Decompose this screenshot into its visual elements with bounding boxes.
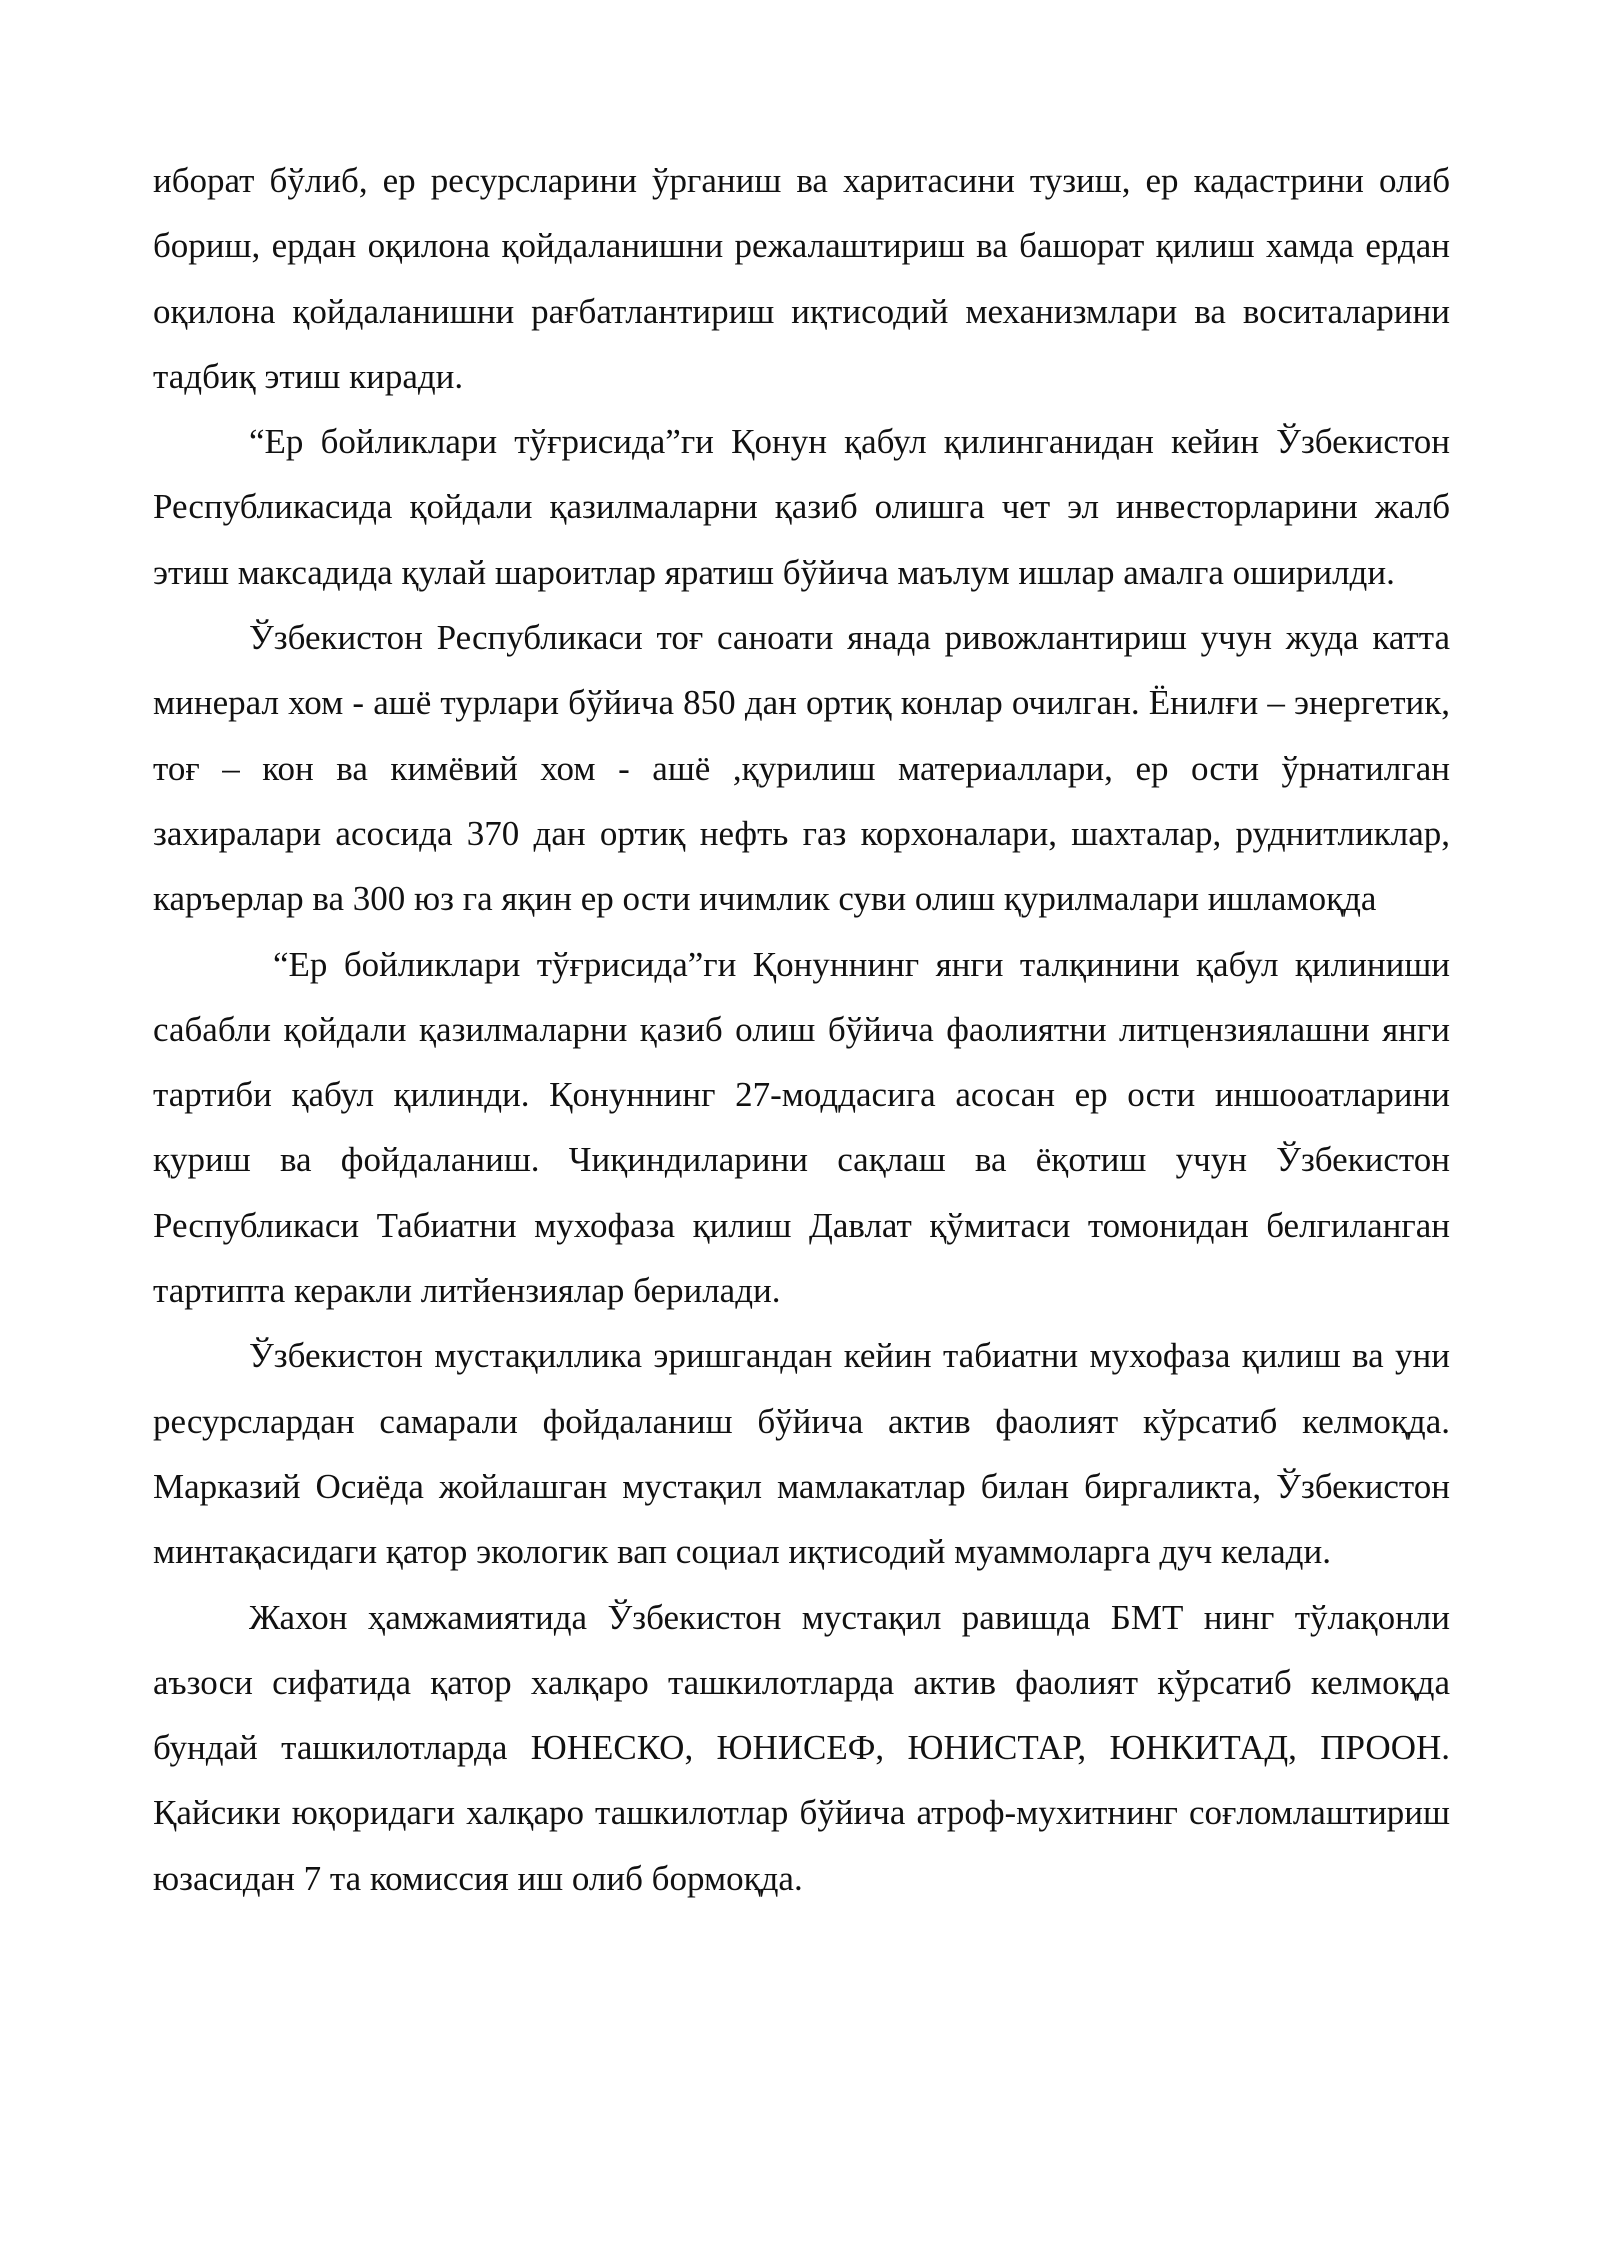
paragraph-2: “Ер бойликлари тўғрисида”ги Қонун қабул қилинганидан кейин Ўзбекистон Республикасида қойдали қазилмаларни қазиб олишга чет эл инвесторларини жалб этиш максадида қулай шароитлар яратиш бўйича маълум ишлар амалга оширилди. <box>153 422 1450 592</box>
document-body <box>153 148 1450 1911</box>
paragraph-6: Жахон ҳамжамиятида Ўзбекистон мустақил равишда БМТ нинг тўлақонли аъзоси сифатида қатор халқаро ташкилотларда актив фаолият кўрсатиб келмоқда бундай ташкилотларда ЮНЕСКО, ЮНИСЕФ, ЮНИСТАР, ЮНКИТАД, ПРООН. Қайсики юқоридаги халқаро ташкилотлар бўйича атроф-мухитнинг соғломлаштириш юзасидан 7 та комиссия иш олиб бормоқда. <box>153 1597 1450 1898</box>
paragraph-4: “Ер бойликлари тўғрисида”ги Қонуннинг янги талқинини қабул қилиниши сабабли қойдали қазилмаларни қазиб олиш бўйича фаолиятни литцензиялашни янги тартиби қабул қилинди. Қонуннинг 27-моддасига асосан ер ости иншооатларини қуриш ва фойдаланиш. Чиқиндиларини сақлаш ва ёқотиш учун Ўзбекистон Республикаси Табиатни мухофаза қилиш Давлат қўмитаси томонидан белгиланган тартипта керакли литйензиялар берилади. <box>153 944 1450 1311</box>
paragraph-3: Ўзбекистон Республикаси тоғ саноати янада ривожлантириш учун жуда катта минерал хом - ашё турлари бўйича 850 дан ортиқ конлар очилган. Ёнилғи – энергетик, тоғ – кон ва кимёвий хом - ашё ,қурилиш материаллари, ер ости ўрнатилган захиралари асосида 370 дан ортиқ нефть газ корхоналари, шахталар, руднитликлар, каръерлар ва 300 юз га яқин ер ости ичимлик суви олиш қурилмалари ишламоқда <box>153 618 1450 919</box>
paragraph-5: Ўзбекистон мустақиллика эришгандан кейин табиатни мухофаза қилиш ва уни ресурслардан самарали фойдаланиш бўйича актив фаолият кўрсатиб келмоқда. Марказий Осиёда жойлашган мустақил мамлакатлар билан биргаликта, Ўзбекистон минтақасидаги қатор экологик вап социал иқтисодий муаммоларга дуч келади. <box>153 1336 1450 1572</box>
paragraph-1: иборат бўлиб, ер ресурсларини ўрганиш ва харитасини тузиш, ер кадастрини олиб бориш, ердан оқилона қойдаланишни режалаштириш ва башорат қилиш хамда ердан оқилона қойдаланишни рағбатлантириш иқтисодий механизмлари ва воситаларини тадбиқ этиш киради. <box>153 161 1450 396</box>
